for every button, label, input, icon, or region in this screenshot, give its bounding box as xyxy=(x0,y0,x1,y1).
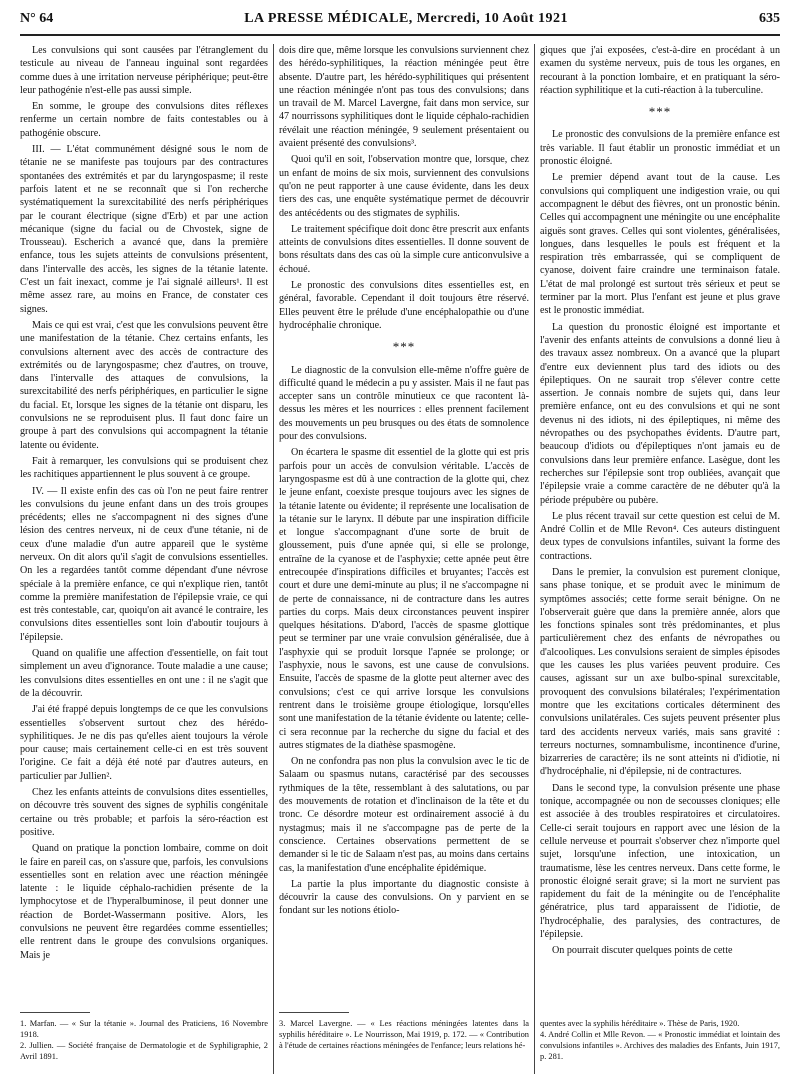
paragraph: Le premier dépend avant tout de la cause. Les convulsions qui compliquent une indigestion vraie, ou qui accompagnent le début des fièvres, ont un pronostic bénin. Celles qui accompagnent une méningite ou une encéphalite aiguës sont graves. Celles qui sont violentes, généralisées, longues, dans lesquelles le pouls est fréquent et la respiration très embarrassée, qui se compliquent de cyanose, doivent faire craindre une terminaison fatale. L'état de mal prolongé est surtout très sérieux et peut se terminer par la mort. Plus l'enfant est jeune et plus grave est le pronostic immédiat. xyxy=(540,172,780,317)
column-divider xyxy=(273,44,274,1074)
paragraph: Le plus récent travail sur cette question est celui de M. André Collin et de Mlle Revon⁴. Ces auteurs distinguent deux types de convulsions infantiles, suivant la forme des contractions. xyxy=(540,510,780,562)
footnote-rule xyxy=(279,1012,349,1013)
paragraph: Dans le premier, la convulsion est purement clonique, sans phase tonique, et se produit avec le minimum de symptômes associés; cette forme serait bénigne. On ne l'observerait guère que dans la première année, alors que les fonctions spinales sont très prédominantes, et plus particulièrement chez des enfants de névropathes ou d'alcooliques. Les convulsions seraient de simples épisodes que les causes les plus variées peuvent produire. Ces causes, agissant sur un axe bulbo-spinal surexcitable, provoquent des convulsions bilatérales; l'expérimentation montre que les excitations corticales déterminent des convulsions unilatérales. Ces sujets peuvent présenter plus tard des accidents nerveux variés, mais sans gravité : terreurs nocturnes, somnambulisme, incontinence d'urine, bizarreries de caractère; ils ne sont atteints ni d'idiotie, ni d'hydrocéphalie, ni d'épilepsie, ni de contractures. xyxy=(540,566,780,778)
paragraph: Quoi qu'il en soit, l'observation montre que, lorsque, chez un enfant de moins de six mois, surviennent des convulsions qu'on ne peut rapporter à une cause évidente, dans les deux tiers des cas, une enquête systématique permet de découvrir des antécédents ou des stigmates de syphilis. xyxy=(279,154,529,219)
section-separator: *** xyxy=(648,104,672,120)
footnote: 2. Jullien. — Société française de Dermatologie et de Syphiligraphie, 2 Avril 1891. xyxy=(20,1041,268,1061)
paragraph: Les convulsions qui sont causées par l'étranglement du testicule au niveau de l'anneau inguinal sont regardées comme dues à une irritation nerveuse périphérique; peut-être leur pathogénie n'est-elle pas aussi simple. xyxy=(20,45,268,96)
paragraph: On pourrait discuter quelques points de cette xyxy=(552,945,733,957)
paragraph: En somme, le groupe des convulsions dites réflexes renferme un certain nombre de faits contestables ou à pathogénie obscure. xyxy=(20,101,268,139)
paragraph: Le pronostic des convulsions dites essentielles est, en général, favorable. Cependant il doit toujours être réservé. Elles peuvent être le prélude d'une encéphalopathie ou d'une hydrocéphalie chronique. xyxy=(279,280,529,331)
text-column-3 xyxy=(540,44,780,1004)
page-header xyxy=(20,8,780,30)
paragraph: Mais ce qui est vrai, c'est que les convulsions peuvent être une manifestation de la tétanie. Chez certains enfants, les convulsions alternent avec des accès de contracture des extrémités ou de laryngospasme; chez d'autres, on trouve, dans l'intervalle des attaques de convulsions, la surexcitabilité des nerfs périphériques, en particulier le signe du facial. Et, lorsque les signes de la tétanie ont disparu, les convulsions ne se reproduisent plus. Il faut donc faire un groupe à part des convulsions qui accompagnent la tétanie latente ou évidente. xyxy=(20,319,268,451)
footnotes-column-2 xyxy=(279,1018,529,1051)
footnote: quentes avec la syphilis héréditaire ». Thèse de Paris, 1920. xyxy=(540,1019,740,1028)
text-column-1 xyxy=(20,44,268,1004)
paragraph: dois dire que, même lorsque les convulsions surviennent chez des hérédo-syphilitiques, la réaction méningée peut être absente. D'autre part, les hérédo-syphilitiques qui présentent une réaction méningée n'ont pas tous des convulsions; dans un travail de M. Marcel Lavergne, fait dans mon service, sur 47 nourrissons syphilitiques dont le liquide céphalo-rachidien révélait une réaction méningée, 9 seulement présentaient ou avaient présenté des convulsions³. xyxy=(279,45,529,150)
paragraph: Fait à remarquer, les convulsions qui se produisent chez les rachitiques appartiennent le plus souvent à ce groupe. xyxy=(20,455,268,481)
paragraph: Quand on pratique la ponction lombaire, comme on doit le faire en pareil cas, on s'assure que, parfois, les convulsions essentielles sont en relation avec une réaction méningée latente : le liquide céphalo-rachidien présente de la lymphocytose et de l'hyperalbuminose, il peut donner une réaction de Bordet-Wassermann positive. Alors, les convulsions ne peuvent être regardées comme essentielles; elle rentrent dans le groupe des convulsions organiques. Mais je xyxy=(20,843,268,961)
paragraph: On écartera le spasme dit essentiel de la glotte qui est pris parfois pour un accès de convulsion véritable. L'accès de laryngospasme est dû à une contraction de la glotte qui, chez le jeune enfant, coexiste presque toujours avec les signes de la tétanie latente ou évidente; il représente une localisation de la tétanie sur le larynx. Il débute par une inspiration difficile et longue s'accompagnant d'une sorte de bruit de gloussement, puis d'une apnée qui, si elle se prolonge, entraîne de la cyanose et de l'asphyxie; cette apnée peut être entrecoupée d'inspirations difficiles et bruyantes; l'accès est court et dure une demi-minute au plus; il ne s'accompagne ni de perte de connaissance, ni de contracture dans les autres parties du corps. Mais deux circonstances peuvent inspirer quelques hésitations. D'abord, l'accès de spasme glottique peut se terminer par une vraie convulsion généralisée, due à l'asphyxie qui se produit lorsque l'apnée se prolonge; or l'asphyxie, nous le savons, est une cause de convulsions. Ensuite, l'accès de spasme de la glotte peut alterner avec des convulsions; c'est ce qui arrive lorsque les convulsions rentrent dans le troisième groupe étiologique, lorsqu'elles sont une manifestation de la tétanie évidente ou latente; celle-ci sera reconnue par la recherche du signe du facial et des autres stigmates de la diathèse spasmogène. xyxy=(279,447,529,751)
paragraph: La question du pronostic éloigné est importante et l'avenir des enfants atteints de convulsions a donné lieu à des travaux assez nombreux. On a avancé que la plupart d'entre eux deviennent plus tard des idiots ou des épileptiques. On ne saurait trop s'élever contre cette assertion. Je connais nombre de sujets qui, dans leur première enfance, ont eu des convulsions et qui ne sont devenus ni des idiots, ni des épileptiques, ni même des névropathes ou des psychopathes évidents. D'autre part, beaucoup d'idiots ou d'épileptiques n'ont jamais eu de convulsions dans leur première enfance. Lasègue, dont les recherches sur l'épilepsie sont trop oubliées, avançait que l'épilepsie vraie a comme caractère de ne débuter qu'à la période prépubère ou pubère. xyxy=(540,321,780,506)
journal-title: LA PRESSE MÉDICALE, Mercredi, 10 Août 1921 xyxy=(244,11,569,26)
issue-number: N° 64 xyxy=(20,11,54,26)
paragraph: III. — L'état communément désigné sous le nom de tétanie ne se manifeste pas toujours par des contractures spontanées des extrémités et par du laryngospasme; il reste parfois latent et ne se reconnaît que si l'on recherche systématiquement la surexcitabilité des nerfs périphériques par le courant électrique (signe d'Erb) et par une action mécanique (signe du facial ou de Chvostek, signe de Trousseau). Escherich a avancé que, dans la première enfance, tous les sujets atteints de convulsions présentent, dans l'intervalle des accès, les signes de la tétanie latente. C'est un fait inexact, comme je l'ai signalé ailleurs¹. Il est même assez rare, au moins en France, de constater ces signes. xyxy=(20,144,268,315)
footnote: 1. Marfan. — « Sur la tétanie ». Journal des Praticiens, 16 Novembre 1918. xyxy=(20,1019,268,1039)
header-rule xyxy=(20,34,780,36)
footnote: 4. André Collin et Mlle Revon. — « Pronostic immédiat et lointain des convulsions infantiles ». Archives des maladies des Enfants, Juin 1917, p. 281. xyxy=(540,1030,780,1061)
paragraph: Chez les enfants atteints de convulsions dites essentielles, on découvre très souvent des signes de syphilis congénitale certaine ou très probable; et parfois la séro-réaction est positive. xyxy=(20,787,268,838)
paragraph: Dans le second type, la convulsion présente une phase tonique, accompagnée ou non de secousses cloniques; elle est associée à des troubles respiratoires et circulatoires. Celle-ci serait toujours en rapport avec une lésion de la cellule nerveuse et pourrait s'observer chez n'importe quel sujet, lorsqu'une infection, une intoxication, un traumatisme, lèse les centres nerveux. Dans cette forme, le pronostic éloigné serait grave; si la mort ne survient pas rapidement du fait de la méningite ou de l'encéphalite génératrice, plus tard apparaissent de l'idiotie, de l'hydrocéphalie, des paralysies, des contractures, de l'épilepsie. xyxy=(540,782,780,940)
footnotes-column-3 xyxy=(540,1018,780,1062)
column-divider xyxy=(534,44,535,1074)
paragraph: J'ai été frappé depuis longtemps de ce que les convulsions essentielles s'observent surtout chez des hérédo-syphilitiques. Je ne dis pas qu'elles aient toujours la vérole pour cause; mais certainement celle-ci en est très souvent l'origine. Ce fait a déjà été noté par d'autres auteurs, en particulier par Jullien². xyxy=(20,704,268,782)
paragraph: Le diagnostic de la convulsion elle-même n'offre guère de difficulté quand le médecin a pu y assister. Mais il ne faut pas accepter sans un contrôle minutieux ce que racontent là-dessus les mères et les nourrices : elles prennent facilement des mouvements un peu brusques ou des états de somnolence pour des convulsions. xyxy=(279,364,529,443)
footnote-rule xyxy=(20,1012,90,1013)
section-separator: *** xyxy=(392,339,416,355)
footnotes-column-1 xyxy=(20,1018,268,1062)
text-column-2 xyxy=(279,44,529,1004)
paragraph: On ne confondra pas non plus la convulsion avec le tic de Salaam ou spasmus nutans, caractérisé par des secousses rythmiques de la tête, ressemblant à des salutations, ou par des mouvements de rotation et d'inclinaison de la tête et du tronc. Ce désordre moteur est ordinairement associé à du nystagmus; mais il ne s'accompagne pas de perte de la conscience. Certaines observations permettent de se demander si le tic de Salaam n'est pas, au moins dans certains cas, la manifestation d'une encéphalite épidémique. xyxy=(279,756,529,874)
paragraph: La partie la plus importante du diagnostic consiste à découvrir la cause des convulsions. On y parvient en se fondant sur les notions étiolo- xyxy=(279,878,529,917)
paragraph: Le traitement spécifique doit donc être prescrit aux enfants atteints de convulsions dites essentielles. Il donne souvent de bons résultats dans des cas où la simple cure anticonvulsive a échoué. xyxy=(279,223,529,275)
footnote: 3. Marcel Lavergne. — « Les réactions méningées latentes dans la syphilis héréditaire ». Le Nourrisson, Mai 1919, p. 172. — « Contribution à l'étude de certaines réactions méningées de l'enfance; leurs relations hé- xyxy=(279,1019,529,1050)
paragraph: Quand on qualifie une affection d'essentielle, on fait tout simplement un aveu d'ignorance. Toute maladie a une cause; les convulsions dites essentielles en ont une : il ne s'agit que de la découvrir. xyxy=(20,648,268,699)
page-number: 635 xyxy=(759,11,780,26)
paragraph: IV. — Il existe enfin des cas où l'on ne peut faire rentrer les convulsions du jeune enfant dans un des trois groupes précédents; elles ne s'accompagnent ni des signes d'une lésion des centres nerveux, ni de ceux d'une tétanie, ni de ceux d'une maladie d'un autre appareil que le système nerveux. On dit alors qu'il s'agit de convulsions essentielles. On les a regardées tantôt comme dépendant d'une névrose spéciale à la première enfance, ce qui n'explique rien, tantôt comme la première manifestation de l'épilepsie vraie, ce qui est très contestable, car, quoiqu'on ait avancé le contraire, les convulsions dites essentielles sont loin d'aboutir toujours à l'épilepsie. xyxy=(20,485,268,643)
paragraph: Le pronostic des convulsions de la première enfance est très variable. Il faut établir un pronostic immédiat et un pronostic éloigné. xyxy=(540,129,780,168)
paragraph: giques que j'ai exposées, c'est-à-dire en procédant à un examen du système nerveux, puis de tous les organes, en recourant à la ponction lombaire, et en pratiquant la séro-réaction syphilitique et la cuti-réaction à la tuberculine. xyxy=(540,45,780,96)
